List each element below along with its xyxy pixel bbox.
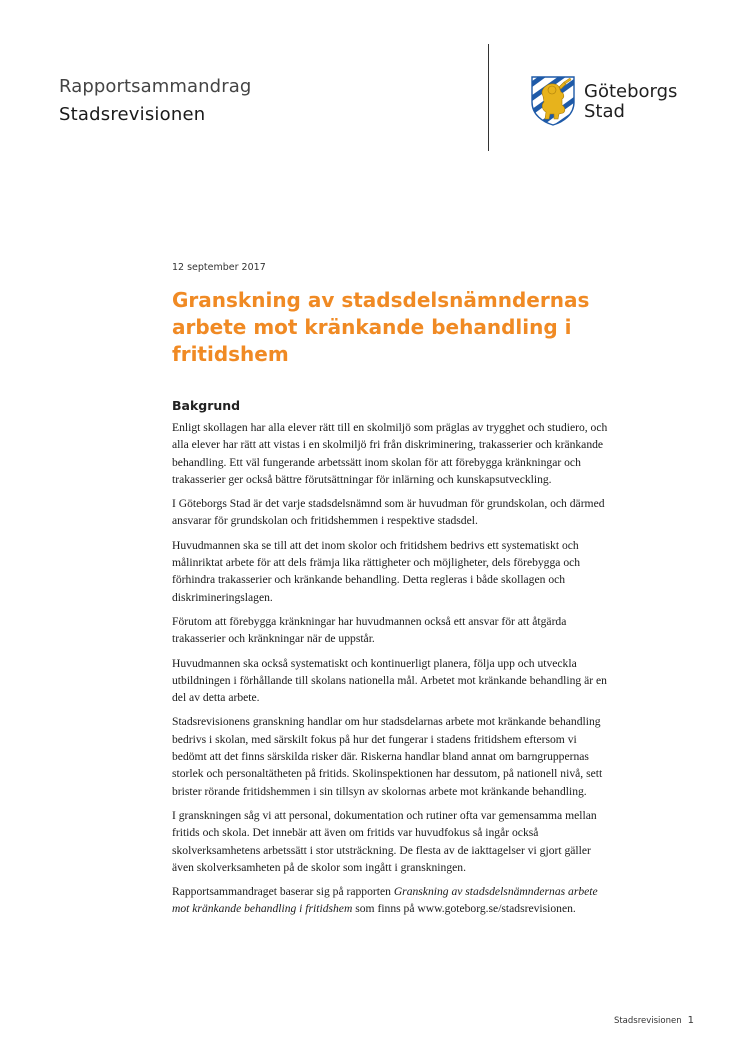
source-prefix: Rapportsammandraget baserar sig på rapporten [172, 885, 394, 899]
body-text [172, 419, 608, 925]
goteborgs-stad-logo [528, 74, 688, 126]
logo-wordmark [584, 82, 677, 122]
paragraph: I granskningen såg vi att personal, dokumentation och rutiner ofta var gemensamma mellan fritids och skola. Det innebär att även om fritids var huvudfokus så ingår också skolverksamhetens arbetssätt i stor utsträckning. De flesta av de iakttagelser vi gjort gäller även skolverksamheten på de skolor som ingått i granskningen. [172, 808, 597, 874]
paragraph: Huvudmannen ska också systematiskt och kontinuerligt planera, följa upp och utveckla utbildningen i förhållande till skolans nationella mål. Arbetet mot kränkande behandling är en del av detta arbete. [172, 656, 607, 705]
paragraph: Förutom att förebygga kränkningar har huvudmannen också ett ansvar för att åtgärda trakasserier och kränkningar när de uppstår. [172, 614, 567, 646]
section-heading-bakgrund: Bakgrund [172, 398, 241, 413]
paragraph-source-reference [172, 883, 608, 918]
department-name: Stadsrevisionen [59, 104, 206, 125]
report-type-label: Rapportsammandrag [59, 76, 252, 97]
coat-of-arms-icon [528, 74, 578, 126]
paragraph: Stadsrevisionens granskning handlar om hur stadsdelarnas arbete mot kränkande behandling bedrivs i skolan, med särskilt fokus på hur det fungerar i stadens fritidshem eftersom vi bedömt att det finns särskilda risker där. Riskerna handlar bland annat om barngruppernas storlek och personaltätheten på fritids. Skolinspektionen har dessutom, på nationell nivå, sett brister rörande fritidshemmen i sin tillsyn av skolornas arbete mot kränkande behandling. [172, 715, 603, 798]
publication-date: 12 september 2017 [172, 262, 266, 273]
footer-department: Stadsrevisionen [613, 1016, 682, 1026]
paragraph: Huvudmannen ska se till att det inom skolor och fritidshem bedrivs ett systematiskt och målinriktat arbete för att dels främja lika rättigheter och möjligheter, dels förebygga och förhindra trakasserier och kränkande behandling. Detta regleras i både skollagen och diskrimineringslagen. [172, 538, 581, 604]
logo-text-line1: Göteborgs [584, 81, 678, 102]
header-divider [488, 44, 489, 151]
paragraph: I Göteborgs Stad är det varje stadsdelsnämnd som är huvudman för grundskolan, och därmed ansvarar för grundskolan och fritidshemmen i respektive stadsdel. [172, 497, 605, 528]
page-footer [614, 1015, 694, 1026]
page-title: Granskning av stadsdelsnämndernas arbete mot kränkande behandling i fritidshem [172, 288, 590, 366]
logo-text-line2: Stad [584, 101, 625, 122]
source-report-title: Granskning av stadsdelsnämndernas arbete mot kränkande behandling i fritidshem [172, 885, 598, 916]
source-suffix: som finns på www.goteborg.se/stadsrevisionen. [352, 902, 576, 916]
page-number: 1 [687, 1015, 694, 1026]
paragraph: Enligt skollagen har alla elever rätt till en skolmiljö som präglas av trygghet och studiero, och alla elever har rätt att vistas i en skolmiljö fri från diskriminering, trakasserier och kränkande behandling. Ett väl fungerande arbetssätt inom skolan för att förebygga kränkningar och trakasserier ger också bättre förutsättningar för inlärning och kunskapsutveckling. [172, 421, 608, 486]
